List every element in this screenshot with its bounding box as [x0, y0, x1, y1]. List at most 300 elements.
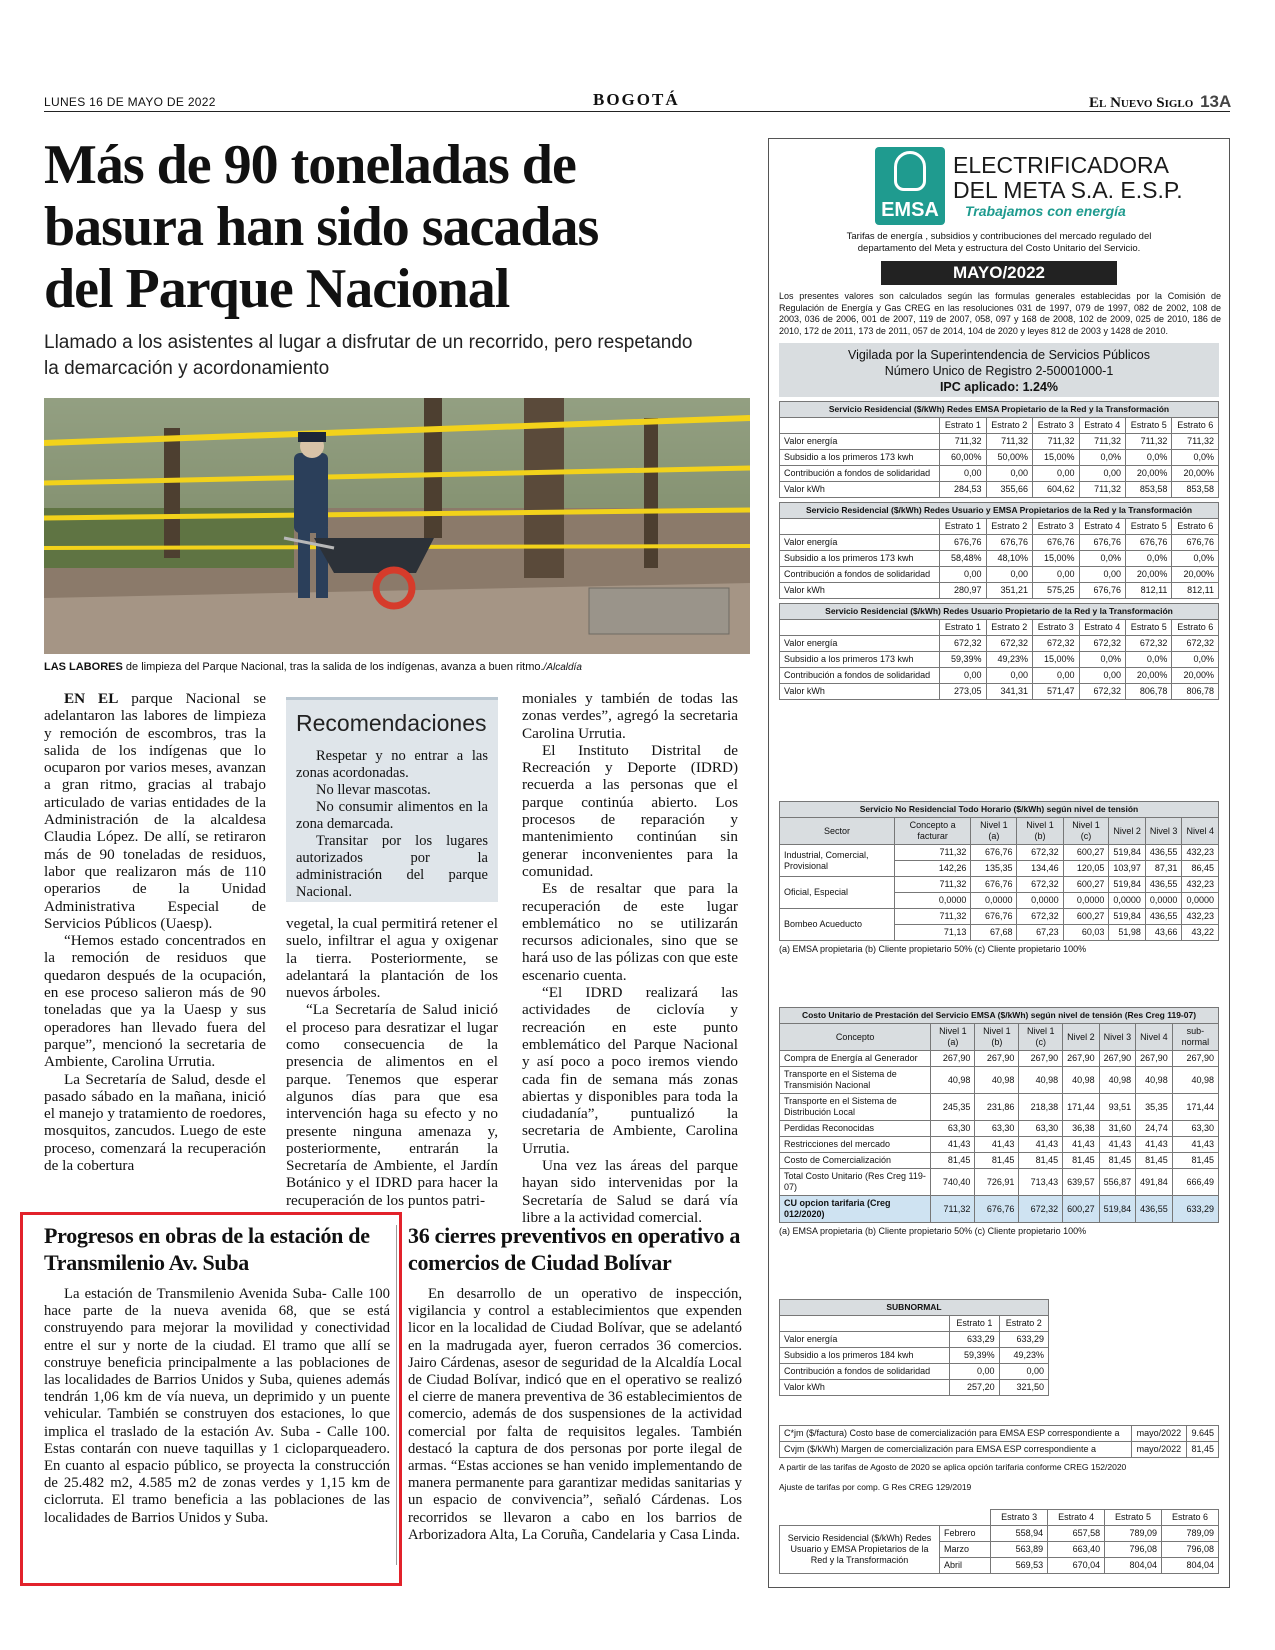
caption-credit: /Alcaldía [543, 662, 582, 673]
cell: 711,32 [894, 877, 970, 893]
unit-cost-table [779, 1007, 1219, 1223]
cell: 81,45 [1099, 1153, 1136, 1169]
table-row [780, 583, 1219, 599]
cell: 0,00 [1079, 567, 1125, 583]
cell: 81,45 [1063, 1153, 1100, 1169]
cell: 639,57 [1063, 1169, 1100, 1196]
cell: 41,43 [975, 1137, 1019, 1153]
cell: 0,00 [940, 668, 986, 684]
cell: 142,26 [894, 861, 970, 877]
cell: 40,98 [931, 1067, 975, 1094]
row-label: Costo de Comercialización [780, 1153, 931, 1169]
cell: 804,04 [1162, 1558, 1219, 1574]
cell: 41,43 [1172, 1137, 1218, 1153]
cell: 67,23 [1017, 925, 1063, 941]
cell: 40,98 [1019, 1067, 1063, 1094]
cell: 569,53 [991, 1558, 1048, 1574]
table-row [780, 535, 1219, 551]
cell: 81,45 [931, 1153, 975, 1169]
table-row [780, 1426, 1219, 1442]
unit-cost-section [779, 1007, 1219, 1237]
cell: 491,84 [1136, 1169, 1173, 1196]
cell: 676,76 [1125, 535, 1171, 551]
emsa-ad [768, 138, 1230, 1588]
cell: 0,0% [1125, 652, 1171, 668]
cell: 40,98 [1172, 1067, 1218, 1094]
paper-name-text: El Nuevo Siglo [1089, 95, 1194, 111]
cell: 666,49 [1172, 1169, 1218, 1196]
residential-tables [779, 401, 1219, 700]
table-row [780, 1121, 1219, 1137]
table-caption: Servicio Residencial ($/kWh) Redes Usuario y EMSA Propietarios de la Red y la Transformación [780, 503, 1219, 519]
res-table-1 [779, 401, 1219, 498]
cell: 9.645 [1186, 1426, 1218, 1442]
cell: 58,48% [940, 551, 986, 567]
table-caption: Servicio Residencial ($/kWh) Redes Usuario Propietario de la Red y la Transformación [780, 604, 1219, 620]
cell: 436,55 [1145, 909, 1182, 925]
table-header: Estrato 5 [1125, 620, 1171, 636]
cell: 672,32 [1017, 845, 1063, 861]
paragraph: El Instituto Distrital de Recreación y Deporte (IDRD) recuerda a las personas que el parque continúa abierto. Los procesos de reparación y mantenimiento continúan sin generar inconvenientes para la comunidad. [522, 741, 738, 880]
cell: 280,97 [940, 583, 986, 599]
cell: 0,0000 [1017, 893, 1063, 909]
table-header: Estrato 5 [1125, 519, 1171, 535]
table-header: Estrato 6 [1172, 418, 1219, 434]
table-header: Concepto [780, 1024, 931, 1051]
cell: 676,76 [986, 535, 1032, 551]
cell: 36,38 [1063, 1121, 1100, 1137]
ipc-line: IPC aplicado: 1.24% [939, 380, 1059, 394]
table-header: Estrato 4 [1079, 620, 1125, 636]
table-header: Estrato 4 [1048, 1510, 1105, 1526]
caption-text: de limpieza del Parque Nacional, tras la salida de los indígenas, avanza a buen ritmo. [122, 661, 544, 673]
cell: 60,00% [940, 450, 986, 466]
cell: 633,29 [999, 1332, 1048, 1348]
bulb-icon [894, 151, 926, 191]
month-label: Marzo [940, 1542, 991, 1558]
cell: 20,00% [1172, 668, 1219, 684]
cell: 0,00 [1079, 668, 1125, 684]
cell: 633,29 [1172, 1196, 1218, 1223]
cell: 789,09 [1162, 1526, 1219, 1542]
table-row [780, 1380, 1049, 1396]
company-name [953, 153, 1183, 203]
table-header: Estrato 2 [999, 1316, 1048, 1332]
cell: 676,76 [1079, 583, 1125, 599]
cell: 672,32 [1017, 909, 1063, 925]
row-label: Restricciones del mercado [780, 1137, 931, 1153]
cell: 672,32 [940, 636, 986, 652]
res-table-3 [779, 603, 1219, 700]
cell: 0,0000 [1145, 893, 1182, 909]
table-row [780, 1169, 1219, 1196]
table-row [780, 1442, 1219, 1458]
table-header: Nivel 1 (c) [1019, 1024, 1063, 1051]
cell: 558,94 [991, 1526, 1048, 1542]
cell: 40,98 [1136, 1067, 1173, 1094]
table-header: Estrato 3 [1033, 418, 1079, 434]
page-number: 13A [1200, 92, 1232, 111]
lead-in: EN EL [64, 690, 119, 707]
cell: 81,45 [975, 1153, 1019, 1169]
article-column-2 [286, 915, 498, 1209]
subnormal-table [779, 1299, 1049, 1396]
table-header: Estrato 6 [1172, 620, 1219, 636]
subnormal-section [779, 1299, 1049, 1396]
cell: 0,00 [986, 668, 1032, 684]
cell: 43,66 [1145, 925, 1182, 941]
cell: 672,32 [1019, 1196, 1063, 1223]
cell: 267,90 [1136, 1051, 1173, 1067]
cell: 676,76 [1172, 535, 1219, 551]
table-header: Estrato 1 [940, 418, 986, 434]
paragraph: La Secretaría de Salud, desde el pasado sábado en la mañana, inició el manejo y tratamiento de roedores, mosquitos, zancudos. Luego de este proceso, comenzará la recuperación de la cobertura [44, 1070, 266, 1175]
logo-text: EMSA [881, 199, 939, 221]
cell: 218,38 [1019, 1094, 1063, 1121]
cell: 711,32 [1172, 434, 1219, 450]
paragraph: La estación de Transmilenio Avenida Suba- Calle 100 hace parte de la nueva avenida 68, que se está construyendo para mejorar la movilidad y conectividad entre el sur y norte de la ciudad. El tramo que allí se construye beneficia principalmente a las poblaciones de las localidades de Barrios Unidos y Suba, quienes además tendrán 1,06 km de vía nueva, un deprimido y un puente vehicular. También se construyen dos estaciones, lo que implica el traslado de la estación Av. Suba - Calle 100. Estas contarán con nueve taquillas y 1 cicloparqueadero. En cuanto al espacio público, se proyecta la construcción de 25.482 m2, 4.585 m2 de zonas verdes y 1,15 km de ciclorruta. El tramo beneficia a las poblaciones de las localidades de Barrios Unidos y Suba. [44, 1286, 390, 1526]
cell: 267,90 [931, 1051, 975, 1067]
cell: 63,30 [1172, 1121, 1218, 1137]
cell: 0,00 [986, 466, 1032, 482]
cell: 812,11 [1125, 583, 1171, 599]
table-legend: (a) EMSA propietaria (b) Cliente propietario 50% (c) Cliente propietario 100% [779, 944, 1087, 954]
month-banner: MAYO/2022 [881, 261, 1117, 285]
cell: 41,43 [1099, 1137, 1136, 1153]
cell: 355,66 [986, 482, 1032, 498]
row-label: Compra de Energía al Generador [780, 1051, 931, 1067]
table-row [780, 551, 1219, 567]
cell: 713,43 [1019, 1169, 1063, 1196]
cell: 672,32 [1017, 877, 1063, 893]
cell: 676,76 [1033, 535, 1079, 551]
cell: 0,0% [1172, 450, 1219, 466]
paragraph: parque Nacional se adelantaron las labores de limpieza y remoción de escombros, tras la salida de los indígenas que lo ocuparon por varios meses, avanzan a gran ritmo, gracias al trabajo articulado de varias entidades de la Administración de la alcaldesa Claudia López. De allí, se retiraron más de 90 toneladas de residuos, labor que realizaron más de 110 operarios de la Unidad Administrativa Especial de Servicios Públicos (Uaesp). [44, 690, 267, 932]
cell: 40,98 [975, 1067, 1019, 1094]
table-header: Estrato 2 [986, 620, 1032, 636]
brief-body [44, 1286, 390, 1527]
table-header: Sector [780, 818, 895, 845]
table-header: Estrato 4 [1079, 418, 1125, 434]
cell: 267,90 [1099, 1051, 1136, 1067]
cell: 171,44 [1172, 1094, 1218, 1121]
cell: 41,43 [931, 1137, 975, 1153]
cell: 0,0000 [1063, 893, 1109, 909]
cell: 35,35 [1136, 1094, 1173, 1121]
cell: 171,44 [1063, 1094, 1100, 1121]
table-header [780, 620, 940, 636]
paragraph: “El IDRD realizará las actividades de ciclovía y recreación en este punto emblemático del Parque Nacional y así poco a poco iremos viendo cada fin de semana más zonas abiertas y disponibles para toda la ciudadanía”, puntualizó la secretaria de Ambiente, Carolina Urrutia. [522, 984, 738, 1157]
cell: 676,76 [1079, 535, 1125, 551]
row-label: Servicio Residencial ($/kWh) Redes Usuario y EMSA Propietarios de la Red y la Transformación [780, 1526, 940, 1574]
table-header: Nivel 4 [1136, 1024, 1173, 1051]
note-text: A partir de las tarifas de Agosto de 2020 se aplica opción tarifaria conforme CREG 152/2020 [779, 1462, 1127, 1472]
cell: 0,0% [1125, 450, 1171, 466]
table-row [780, 482, 1219, 498]
cell: 806,78 [1172, 684, 1219, 700]
cell: 0,0000 [1109, 893, 1146, 909]
cell: 796,08 [1105, 1542, 1162, 1558]
cell: 670,04 [1048, 1558, 1105, 1574]
paragraph: moniales y también de todas las zonas verdes”, agregó la secretaria Carolina Urrutia. [522, 690, 738, 742]
cell: 120,05 [1063, 861, 1109, 877]
row-label: Contribución a fondos de solidaridad [780, 1364, 950, 1380]
cell: 711,32 [894, 845, 970, 861]
cell: 432,23 [1182, 877, 1219, 893]
table-header: Estrato 6 [1162, 1510, 1219, 1526]
table-row [780, 636, 1219, 652]
table-row [780, 1067, 1219, 1094]
cell: 267,90 [1063, 1051, 1100, 1067]
cell: 41,43 [1019, 1137, 1063, 1153]
box-item: No llevar mascotas. [316, 782, 431, 798]
cell: 853,58 [1125, 482, 1171, 498]
cell: 51,98 [1109, 925, 1146, 941]
cell: 672,32 [1125, 636, 1171, 652]
row-label: Valor energía [780, 434, 940, 450]
cell: 0,00 [986, 567, 1032, 583]
cell: 0,00 [1079, 466, 1125, 482]
row-label: Valor kWh [780, 482, 940, 498]
table-row [780, 877, 1219, 893]
caption-lead: LAS LABORES [44, 661, 123, 673]
cell: 43,22 [1182, 925, 1219, 941]
cell: 0,0% [1125, 551, 1171, 567]
cell: 40,98 [1063, 1067, 1100, 1094]
cell: 0,0000 [894, 893, 970, 909]
row-label: Valor energía [780, 535, 940, 551]
cell: 0,00 [940, 567, 986, 583]
row-label: Transporte en el Sistema de Transmisión Nacional [780, 1067, 931, 1094]
cell: 273,05 [940, 684, 986, 700]
row-label: Subsidio a los primeros 184 kwh [780, 1348, 950, 1364]
table-header: Estrato 2 [986, 418, 1032, 434]
cell: 672,32 [986, 636, 1032, 652]
cell: 740,40 [931, 1169, 975, 1196]
cell: 726,91 [975, 1169, 1019, 1196]
table-row [780, 466, 1219, 482]
cell: 15,00% [1033, 551, 1079, 567]
row-label: C*jm ($/factura) Costo base de comercialización para EMSA ESP correspondiente a [780, 1426, 1132, 1442]
table-header [780, 1510, 991, 1526]
cell: 711,32 [1079, 434, 1125, 450]
emsa-logo [875, 147, 945, 225]
table-header: Estrato 2 [986, 519, 1032, 535]
article-column-1 [44, 690, 266, 1174]
month-label: Abril [940, 1558, 991, 1574]
article-column-3 [522, 690, 738, 1226]
nonresidential-section [779, 801, 1219, 955]
paragraph: “Hemos estado concentrados en la remoción de residuos que quedaron después de la ocupación, en ese proceso salieron más de 90 toneladas que ya la Uaesp y sus operadores han llevado fuera del parque”, mencionó la secretaria de Ambiente, Carolina Urrutia. [44, 932, 266, 1071]
table-row [780, 652, 1219, 668]
cell: 41,43 [1136, 1137, 1173, 1153]
table-caption: Servicio Residencial ($/kWh) Redes EMSA Propietario de la Red y la Transformación [780, 402, 1219, 418]
cell: 15,00% [1033, 450, 1079, 466]
brief-ciudad-bolivar [408, 1222, 742, 1544]
cell: 519,84 [1109, 877, 1146, 893]
cell: 20,00% [1172, 466, 1219, 482]
cell: 20,00% [1125, 668, 1171, 684]
cell: 0,0% [1172, 551, 1219, 567]
row-label: Perdidas Reconocidas [780, 1121, 931, 1137]
row-label: Valor kWh [780, 1380, 950, 1396]
cell: 63,30 [931, 1121, 975, 1137]
cell: 81,45 [1136, 1153, 1173, 1169]
row-label: Contribución a fondos de solidaridad [780, 567, 940, 583]
column-divider [396, 1225, 397, 1565]
cell: 711,32 [940, 434, 986, 450]
cell: 711,32 [1125, 434, 1171, 450]
paragraph: Es de resaltar que para la recuperación de este lugar emblemático no se utilizarán recursos adicionales, sino que se hará uso de las pólizas con que este escenario cuenta. [522, 880, 738, 984]
note-text: Ajuste de tarifas por comp. G Res CREG 129/2019 [779, 1482, 972, 1492]
cell: 853,58 [1172, 482, 1219, 498]
cell: 796,08 [1162, 1542, 1219, 1558]
cell: 93,51 [1099, 1094, 1136, 1121]
row-label: Transporte en el Sistema de Distribución Local [780, 1094, 931, 1121]
cell: 575,25 [1033, 583, 1079, 599]
table-header: Nivel 1 (a) [931, 1024, 975, 1051]
cell: 519,84 [1099, 1196, 1136, 1223]
paper-name [1089, 92, 1231, 112]
sector-label: Industrial, Comercial, Provisional [780, 845, 895, 877]
legal-text: Los presentes valores son calculados según las formulas generales establecidas por la Comisión de Regulación de Energía y Gas CREG en las resoluciones 031 de 1997, 079 de 1997, 082 de 2002, 108 de 2003, 036 de 2006, 001 de 2007, 119 de 2007, 058, 097 y 168 de 2008, 102 de 2009, 025 de 2010, 186 de 2010, 172 de 2011, 173 de 2011, 057 de 2014, 104 de 2020 y leyes 812 de 2003 y 1428 de 2010. [779, 291, 1221, 336]
cell: 0,00 [950, 1364, 999, 1380]
table-row [780, 1526, 1219, 1542]
cell: 711,32 [1033, 434, 1079, 450]
header-rule [44, 111, 1230, 112]
cell: 135,35 [971, 861, 1017, 877]
cell: 63,30 [975, 1121, 1019, 1137]
cell: 806,78 [1125, 684, 1171, 700]
cell: 0,0% [1172, 652, 1219, 668]
cell: 20,00% [1125, 466, 1171, 482]
cell: 341,31 [986, 684, 1032, 700]
cell: 672,32 [1079, 684, 1125, 700]
table-header: Estrato 1 [940, 620, 986, 636]
cell: 600,27 [1063, 877, 1109, 893]
cell: 676,76 [971, 845, 1017, 861]
cell: 81,45 [1019, 1153, 1063, 1169]
brief-body [408, 1286, 742, 1544]
cell: 87,31 [1145, 861, 1182, 877]
main-headline [44, 134, 724, 320]
cell: 804,04 [1105, 1558, 1162, 1574]
table-header [780, 418, 940, 434]
paragraph: “La Secretaría de Salud inició el proceso para desratizar el lugar como consecuencia de la presencia de alimentos en el parque. Tenemos que esperar algunos días para que esa intervención haga su efecto y no presente ninguna amenaza y, posteriormente, entrarán la Secretaría de Ambiente, el Jardín Botánico y el IDRD para hacer la recuperación de los puntos patri- [286, 1001, 498, 1209]
table-header: Estrato 4 [1079, 519, 1125, 535]
cell: 231,86 [975, 1094, 1019, 1121]
issue-date: LUNES 16 DE MAYO DE 2022 [44, 95, 216, 109]
cell: 0,00 [1033, 668, 1079, 684]
cell: 432,23 [1182, 909, 1219, 925]
table-row [780, 567, 1219, 583]
cell: 519,84 [1109, 845, 1146, 861]
cell: 49,23% [986, 652, 1032, 668]
table-header: Nivel 4 [1182, 818, 1219, 845]
cell: 40,98 [1099, 1067, 1136, 1094]
table-row [780, 684, 1219, 700]
article-photo [44, 398, 750, 654]
box-item: Transitar por los lugares autorizados por la administración del parque Nacional. [296, 833, 488, 900]
headline-line: Más de 90 toneladas de [44, 134, 576, 196]
cell: 48,10% [986, 551, 1032, 567]
headline-line: del Parque Nacional [44, 258, 510, 320]
table-row [780, 1137, 1219, 1153]
table-header: Estrato 3 [1033, 620, 1079, 636]
cell: 556,87 [1099, 1169, 1136, 1196]
table-header: Nivel 3 [1099, 1024, 1136, 1051]
cell: mayo/2022 [1132, 1426, 1187, 1442]
table-row [780, 668, 1219, 684]
cell: 86,45 [1182, 861, 1219, 877]
cell: 284,53 [940, 482, 986, 498]
cell: 0,0000 [1182, 893, 1219, 909]
row-label: CU opcion tarifaria (Creg 012/2020) [780, 1196, 931, 1223]
res-table-2 [779, 502, 1219, 599]
cell: 0,00 [999, 1364, 1048, 1380]
paragraph: Una vez las áreas del parque hayan sido intervenidas por la Secretaría de Salud se dará vía libre a la actividad comercial. [522, 1157, 738, 1226]
cell: 676,76 [971, 877, 1017, 893]
slogan: Trabajamos con energía [965, 203, 1126, 219]
photo-caption [44, 660, 750, 675]
cell: 59,39% [950, 1348, 999, 1364]
sector-label: Oficial, Especial [780, 877, 895, 909]
cell: 134,46 [1017, 861, 1063, 877]
cell: 604,62 [1033, 482, 1079, 498]
row-label: Subsidio a los primeros 173 kwh [780, 450, 940, 466]
commercialization-table [779, 1425, 1219, 1458]
brief-title: 36 cierres preventivos en operativo a comercios de Ciudad Bolívar [408, 1223, 741, 1275]
adjustment-table [779, 1509, 1219, 1574]
table-caption: Servicio No Residencial Todo Horario ($/kWh) según nivel de tensión [780, 802, 1219, 818]
table-caption: Costo Unitario de Prestación del Servicio EMSA ($/kWh) según nivel de tensión (Res Creg 119-07) [780, 1008, 1219, 1024]
row-label: Subsidio a los primeros 173 kwh [780, 551, 940, 567]
cell: 672,32 [1033, 636, 1079, 652]
paragraph: En desarrollo de un operativo de inspección, vigilancia y control a establecimientos que expenden licor en la localidad de Ciudad Bolívar, que se adelantó en la madrugada ayer, fueron cerrados 36 comercios. Jairo Cárdenas, asesor de seguridad de la Alcaldía Local de Ciudad Bolívar, indicó que en el operativo se realizó el cierre de manera preventiva de 36 establecimientos de comercio, además de dos suspensiones de la actividad comercial por falta de requisitos legales. También destacó la captura de dos personas por porte ilegal de armas. “Estas acciones se han venido implementando de manera permanente para garantizar medidas sanitarias y un espacio de convivencia”, señaló Cárdenas. Los recorridos se llevaron a cabo en los barrios de Arborizadora Alta, La Coruña, Candelaria y Casa Linda. [408, 1286, 742, 1543]
row-label: Valor kWh [780, 583, 940, 599]
table-row [780, 1153, 1219, 1169]
table-header [780, 1316, 950, 1332]
row-label: Valor energía [780, 636, 940, 652]
supervision-line: Vigilada por la Superintendencia de Servicios Públicos [847, 348, 1151, 362]
cell: 0,0% [1079, 551, 1125, 567]
cell: 351,21 [986, 583, 1032, 599]
cell: 672,32 [1172, 636, 1219, 652]
cell: 103,97 [1109, 861, 1146, 877]
cell: mayo/2022 [1132, 1442, 1187, 1458]
cell: 436,55 [1136, 1196, 1173, 1223]
cell: 257,20 [950, 1380, 999, 1396]
park-cleanup-photo [44, 398, 750, 654]
cell: 0,0% [1079, 652, 1125, 668]
table-header: Nivel 1 (b) [975, 1024, 1019, 1051]
cell: 711,32 [1079, 482, 1125, 498]
cell: 31,60 [1099, 1121, 1136, 1137]
recommendations-box [286, 697, 498, 902]
box-list [296, 748, 488, 901]
cell: 81,45 [1172, 1153, 1218, 1169]
cell: 50,00% [986, 450, 1032, 466]
table-row [780, 909, 1219, 925]
article-subhead: Llamado a los asistentes al lugar a disfrutar de un recorrido, pero respetando la demarcación y acordonamiento [44, 332, 693, 379]
section-label: BOGOTÁ [593, 90, 680, 109]
table-row-highlight [780, 1196, 1219, 1223]
cell: 436,55 [1145, 877, 1182, 893]
cell: 71,13 [894, 925, 970, 941]
table-header: Estrato 3 [1033, 519, 1079, 535]
cell: 711,32 [894, 909, 970, 925]
cell: 0,0000 [971, 893, 1017, 909]
